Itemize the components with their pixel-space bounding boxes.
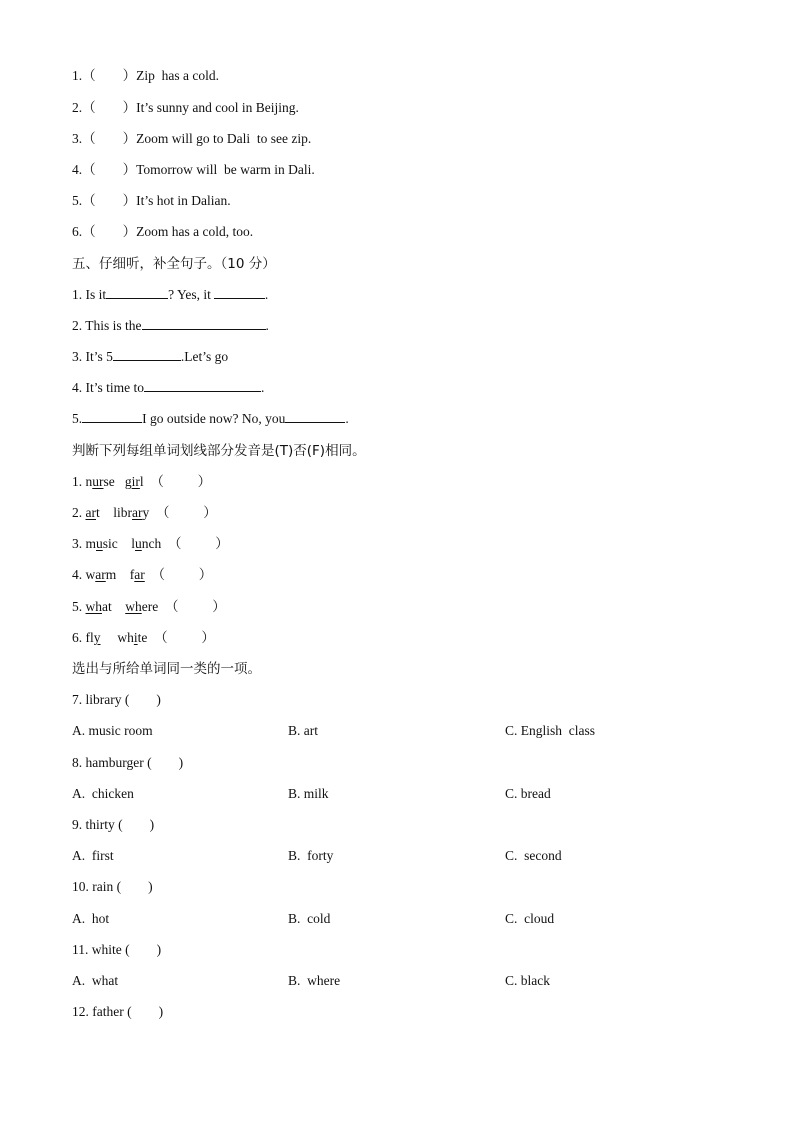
answer-blank[interactable]: [214, 286, 265, 299]
sentence-text: .: [264, 287, 269, 302]
word-part: m: [85, 536, 97, 551]
word-2: [125, 474, 144, 489]
category-title: 选出与所给单词同一类的一项。: [72, 661, 261, 677]
option-a[interactable]: A. music room: [72, 723, 153, 738]
item-text: Zoom will go to Dali to see zip.: [136, 131, 312, 146]
sentence-text: 1. Is it: [72, 287, 107, 302]
phonics-item-2: [72, 504, 217, 522]
word-part: ere: [141, 599, 159, 614]
answer-blank[interactable]: [82, 410, 142, 423]
item-number: 6.: [72, 224, 83, 239]
tf-item-4: [72, 161, 315, 179]
underlined-part: ar: [95, 567, 106, 582]
fill-sentence-1: [72, 286, 268, 304]
option-a[interactable]: A. hot: [72, 911, 110, 926]
sentence-text: I go outside now? No, you: [142, 411, 286, 426]
answer-paren: （ ）: [156, 505, 217, 520]
word-part: fl: [85, 630, 94, 645]
word-part: l: [139, 474, 144, 489]
sentence-text: 3. It’s 5: [72, 349, 113, 364]
item-text: Tomorrow will be warm in Dali.: [136, 162, 315, 177]
answer-blank[interactable]: [144, 379, 261, 392]
phonics-item-5: [72, 598, 226, 616]
sentence-text: .: [345, 411, 349, 426]
category-question: 7. library ( ): [72, 692, 161, 707]
sentence-text: .: [265, 318, 269, 333]
answer-paren: （ ）: [151, 567, 213, 582]
underlined-part: ar: [132, 505, 143, 520]
item-number: 6.: [72, 630, 86, 645]
tf-item-2: [72, 99, 299, 117]
item-number: 1.: [72, 68, 83, 83]
phonics-item-1: [72, 473, 211, 491]
underlined-part: u: [96, 536, 103, 551]
category-question: 12. father ( ): [72, 1004, 164, 1019]
option-c[interactable]: C. black: [505, 973, 550, 988]
tf-item-6: [72, 223, 253, 241]
item-number: 2.: [72, 100, 83, 115]
word-2: [130, 567, 145, 582]
word-part: te: [137, 630, 148, 645]
word-2: [113, 505, 149, 520]
item-text: It’s sunny and cool in Beijing.: [136, 100, 299, 115]
fill-sentence-3: [72, 348, 228, 366]
word-part: t: [96, 505, 100, 520]
word-1: [86, 599, 112, 614]
option-a[interactable]: A. first: [72, 848, 114, 863]
answer-blank[interactable]: [285, 410, 345, 423]
item-text: Zoom has a cold, too.: [136, 224, 254, 239]
phonics-item-6: [72, 629, 215, 647]
category-question: 10. rain ( ): [72, 879, 153, 894]
answer-paren: （ ）: [82, 193, 137, 208]
word-2: [131, 536, 161, 551]
answer-paren: （ ）: [164, 599, 226, 614]
word-2: [117, 630, 147, 645]
answer-paren: （ ）: [82, 131, 137, 146]
tf-item-3: [72, 130, 311, 148]
word-part: wh: [117, 630, 134, 645]
word-part: sic: [102, 536, 118, 551]
option-a[interactable]: A. chicken: [72, 786, 134, 801]
word-1: [86, 567, 117, 582]
answer-paren: （ ）: [154, 630, 215, 645]
word-1: [86, 505, 100, 520]
word-part: m: [105, 567, 117, 582]
answer-paren: （ ）: [82, 162, 137, 177]
phonics-item-4: [72, 566, 212, 584]
underlined-part: ir: [131, 474, 140, 489]
option-c[interactable]: C. cloud: [505, 911, 555, 926]
word-part: se: [103, 474, 115, 489]
answer-blank[interactable]: [142, 317, 266, 330]
fill-sentence-2: [72, 317, 269, 335]
word-part: l: [131, 536, 136, 551]
word-part: g: [124, 474, 132, 489]
word-part: w: [85, 567, 96, 582]
word-part: y: [142, 505, 150, 520]
option-a[interactable]: A. what: [72, 973, 119, 988]
option-c[interactable]: C. English class: [505, 723, 595, 738]
fill-sentence-5: [72, 410, 349, 428]
word-part: nch: [141, 536, 162, 551]
category-question: 11. white ( ): [72, 942, 162, 957]
underlined-part: ar: [134, 567, 145, 582]
item-number: 5.: [72, 193, 83, 208]
underlined-part: wh: [85, 599, 102, 614]
answer-blank[interactable]: [113, 348, 181, 361]
answer-paren: （ ）: [150, 474, 212, 489]
sentence-text: ? Yes, it: [168, 287, 211, 302]
category-question: 8. hamburger ( ): [72, 755, 184, 770]
item-number: 4.: [72, 567, 86, 582]
item-number: 1.: [72, 474, 86, 489]
word-1: [86, 630, 101, 645]
phonics-item-3: [72, 535, 229, 553]
item-text: Zip has a cold.: [136, 68, 219, 83]
sentence-text: 5.: [72, 411, 83, 426]
word-part: libr: [113, 505, 133, 520]
answer-blank[interactable]: [106, 286, 168, 299]
sentence-text: .: [261, 380, 265, 395]
option-c[interactable]: C. bread: [505, 786, 551, 801]
category-question: 9. thirty ( ): [72, 817, 155, 832]
word-part: f: [129, 567, 135, 582]
answer-paren: （ ）: [82, 224, 137, 239]
underlined-part: u: [135, 536, 142, 551]
option-b[interactable]: B. cold: [288, 911, 331, 926]
item-text: It’s hot in Dalian.: [136, 193, 231, 208]
word-part: at: [102, 599, 112, 614]
sentence-text: 2. This is the: [72, 318, 142, 333]
word-2: [125, 599, 158, 614]
section-title: 五、仔细听，补全句子。（10 分）: [72, 256, 276, 272]
item-number: 3.: [72, 536, 86, 551]
item-number: 5.: [72, 599, 86, 614]
item-number: 4.: [72, 162, 83, 177]
tf-item-5: [72, 192, 231, 210]
answer-paren: （ ）: [82, 68, 137, 83]
option-b[interactable]: B. forty: [288, 848, 334, 863]
underlined-part: wh: [125, 599, 142, 614]
tf-item-1: [72, 67, 219, 85]
word-part: n: [85, 474, 93, 489]
option-b[interactable]: B. art: [288, 723, 318, 738]
underlined-part: ur: [92, 474, 104, 489]
answer-paren: （ ）: [168, 536, 229, 551]
option-b[interactable]: B. where: [288, 973, 341, 988]
underlined-part: i: [133, 630, 138, 645]
word-1: [86, 474, 115, 489]
option-b[interactable]: B. milk: [288, 786, 329, 801]
word-1: [86, 536, 118, 551]
item-number: 2.: [72, 505, 86, 520]
sentence-text: 4. It’s time to: [72, 380, 144, 395]
phonics-title: 判断下列每组单词划线部分发音是(T)否(F)相同。: [72, 443, 366, 459]
underlined-part: ar: [85, 505, 96, 520]
fill-sentence-4: [72, 379, 264, 397]
underlined-part: y: [93, 630, 101, 645]
option-c[interactable]: C. second: [505, 848, 562, 863]
sentence-text: .Let’s go: [180, 349, 229, 364]
item-number: 3.: [72, 131, 83, 146]
answer-paren: （ ）: [82, 100, 137, 115]
